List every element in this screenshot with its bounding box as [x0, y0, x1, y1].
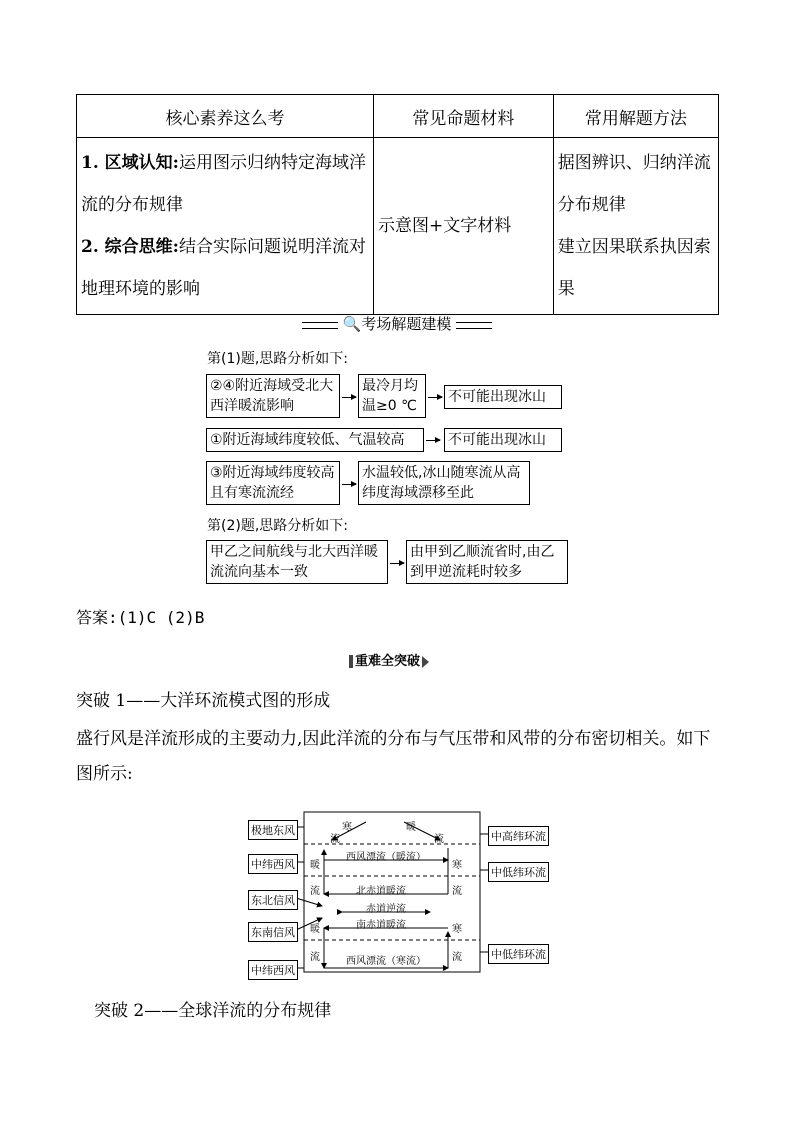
current-label: 流 [310, 952, 320, 963]
section-banner [349, 650, 429, 669]
breakthrough-2-title: 突破 2——全球洋流的分布规律 [94, 1001, 332, 1021]
current-label: 西风漂流（寒流） [346, 956, 426, 967]
literacy-label-2: 2. 综合思维: [81, 237, 179, 257]
answer-text: 答案:(1)C (2)B [76, 608, 205, 627]
current-label: 暖 [406, 822, 416, 833]
table-cell-material: 示意图+文字材料 [373, 138, 553, 315]
flow-box: ①附近海域纬度较低、气温较高 [206, 428, 424, 452]
table-header: 核心素养这么考 [77, 95, 374, 138]
current-label: 流 [452, 886, 462, 897]
current-label: 暖 [310, 860, 320, 871]
banner-bar-icon [349, 655, 353, 668]
arrow-icon [342, 397, 356, 398]
table-header-row [77, 95, 719, 138]
current-label: 寒 [452, 860, 462, 871]
arrow-icon [426, 440, 440, 441]
current-label: 西风漂流（暖流） [346, 852, 426, 863]
wind-label-westerly: 中纬西风 [248, 854, 298, 874]
wind-label-se-trade: 东南信风 [248, 922, 298, 942]
breakthrough-1-title: 突破 1——大洋环流模式图的形成 [76, 691, 331, 711]
current-label: 流 [310, 886, 320, 897]
table-header: 常见命题材料 [373, 95, 553, 138]
flow-box: ③附近海域纬度较高且有寒流流经 [206, 461, 340, 505]
literacy-text-1: 运用图示归纳特定海域洋流的分布规律 [81, 153, 366, 215]
literacy-text-2: 结合实际问题说明洋流对地理环境的影响 [81, 237, 366, 299]
arrow-icon [342, 484, 356, 485]
circulation-label-low-north: 中低纬环流 [488, 862, 549, 882]
heading-rule [302, 322, 338, 329]
method-2: 建立因果联系执因索果 [557, 237, 711, 299]
literacy-label-1: 1. 区域认知: [81, 153, 179, 173]
table-cell-literacy [77, 138, 374, 315]
banner-text: 重难全突破 [355, 654, 421, 669]
section-heading [0, 313, 794, 334]
table-row [77, 138, 719, 315]
wind-label-westerly-south: 中纬西风 [248, 960, 298, 980]
arrow-icon [428, 397, 442, 398]
table-header: 常用解题方法 [553, 95, 718, 138]
circulation-label-low-south: 中低纬环流 [488, 944, 549, 964]
flow-box: 不可能出现冰山 [444, 428, 562, 452]
current-label: 寒 [452, 924, 462, 935]
section-heading-text: 考场解题建模 [361, 315, 452, 333]
banner-triangle-icon [422, 656, 429, 668]
flow-box: 不可能出现冰山 [444, 385, 562, 409]
current-label: 赤道逆流 [366, 904, 406, 915]
flow-box: 由甲到乙顺流省时,由乙到甲逆流耗时较多 [406, 540, 568, 584]
wind-label-ne-trade: 东北信风 [248, 890, 298, 910]
flow-box: 水温较低,冰山随寒流从高纬度海域漂移至此 [358, 461, 530, 505]
flow-box: 甲乙之间航线与北大西洋暖流流向基本一致 [206, 540, 388, 584]
current-label: 流 [330, 834, 340, 845]
breakthrough-1-body: 盛行风是洋流形成的主要动力,因此洋流的分布与气压带和风带的分布密切相关。如下图所示: [76, 729, 711, 784]
current-label: 北赤道暖流 [356, 886, 406, 897]
table-cell-method [553, 138, 718, 315]
q2-intro: 第(2)题,思路分析如下: [207, 518, 348, 534]
summary-table [76, 94, 719, 315]
magnifier-icon: 🔍 [342, 315, 362, 333]
current-label: 暖 [310, 924, 320, 935]
wind-label-polar-easterly: 极地东风 [248, 820, 298, 840]
current-label: 南赤道暖流 [356, 920, 406, 931]
current-label: 流 [434, 834, 444, 845]
circulation-label-high: 中高纬环流 [488, 826, 549, 846]
arrow-icon [390, 563, 404, 564]
method-1: 据图辨识、归纳洋流分布规律 [557, 153, 711, 215]
flow-box: 最冷月均温≥0 ℃ [358, 374, 426, 418]
current-label: 流 [452, 952, 462, 963]
flow-box: ②④附近海域受北大西洋暖流影响 [206, 374, 340, 418]
q1-intro: 第(1)题,思路分析如下: [207, 351, 348, 367]
current-label: 寒 [342, 822, 352, 833]
heading-rule [456, 322, 492, 329]
